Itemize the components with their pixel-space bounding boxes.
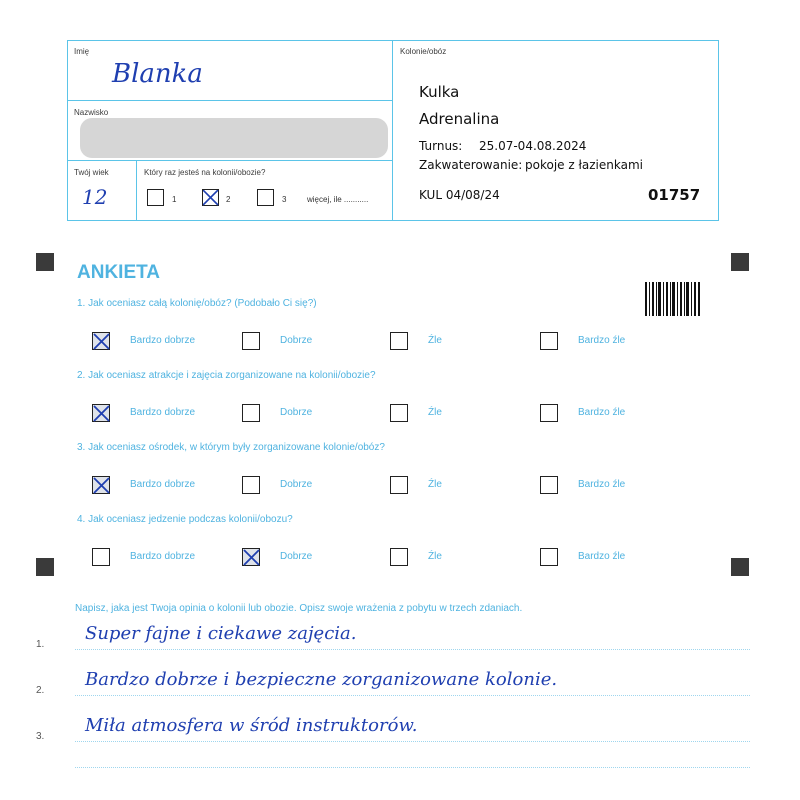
question-3-checkbox-4[interactable] <box>540 476 558 494</box>
question-3-option-1-label: Bardzo dobrze <box>130 479 196 490</box>
question-3-option-3-label: Źle <box>428 479 442 490</box>
check-mark-icon <box>93 477 111 495</box>
check-mark-icon <box>93 405 111 423</box>
times-option-more: więcej, ile ........... <box>307 195 369 204</box>
camp-code: KUL 04/08/24 <box>419 188 500 202</box>
name-value: Blanka <box>112 59 203 89</box>
writing-line <box>75 767 750 768</box>
question-4-option-1-label: Bardzo dobrze <box>130 551 196 562</box>
times-checkbox-1[interactable] <box>147 189 164 206</box>
question-2-checkbox-3[interactable] <box>390 404 408 422</box>
question-4-option-3-label: Źle <box>428 551 442 562</box>
question-4-text: 4. Jak oceniasz jedzenie podczas kolonii/obozu? <box>77 514 293 525</box>
camp-label: Kolonie/obóz <box>400 47 447 56</box>
question-3-checkbox-2[interactable] <box>242 476 260 494</box>
question-2-text: 2. Jak oceniasz atrakcje i zajęcia zorganizowane na kolonii/obozie? <box>77 370 376 381</box>
surname-label: Nazwisko <box>74 108 109 117</box>
question-3-text: 3. Jak oceniasz ośrodek, w którym były zorganizowane kolonie/obóz? <box>77 442 385 453</box>
opinion-line-2-text: Bardzo dobrze i bezpieczne zorganizowane kolonie. <box>85 669 558 690</box>
times-option-3: 3 <box>282 195 287 204</box>
turnus-label: Turnus: <box>419 139 463 153</box>
check-mark-icon <box>243 549 261 567</box>
writing-line <box>75 695 750 696</box>
camp-line1: Kulka <box>419 83 460 101</box>
opinion-prompt: Napisz, jaka jest Twoja opinia o kolonii lub obozie. Opisz swoje wrażenia z pobytu w trzech zdaniach. <box>75 603 523 614</box>
question-1-option-4-label: Bardzo źle <box>578 335 626 346</box>
opinion-line-3-text: Miła atmosfera w śród instruktorów. <box>85 715 418 736</box>
question-1-option-3-label: Źle <box>428 335 442 346</box>
question-3-checkbox-3[interactable] <box>390 476 408 494</box>
question-2-option-2-label: Dobrze <box>280 407 313 418</box>
writing-line <box>75 741 750 742</box>
opinion-line-2-number: 2. <box>36 685 45 696</box>
question-4-checkbox-4[interactable] <box>540 548 558 566</box>
redaction-bar <box>80 118 388 158</box>
opinion-line-1-text: Super fajne i ciekawe zajęcia. <box>85 623 357 644</box>
times-option-1: 1 <box>172 195 177 204</box>
question-1-option-1-label: Bardzo dobrze <box>130 335 196 346</box>
check-mark-icon <box>203 190 220 207</box>
question-2-checkbox-2[interactable] <box>242 404 260 422</box>
camp-line2: Adrenalina <box>419 110 500 128</box>
question-3-checkbox-1[interactable] <box>92 476 110 494</box>
question-4-checkbox-3[interactable] <box>390 548 408 566</box>
writing-line <box>75 649 750 650</box>
question-3-option-2-label: Dobrze <box>280 479 313 490</box>
times-label: Który raz jesteś na kolonii/obozie? <box>144 168 266 177</box>
turnus-value: 25.07-04.08.2024 <box>479 139 587 153</box>
registration-mark-top-right <box>731 253 749 271</box>
camp-number: 01757 <box>648 186 701 204</box>
check-mark-icon <box>93 333 111 351</box>
lodging-label: Zakwaterowanie: <box>419 158 523 172</box>
question-1-checkbox-3[interactable] <box>390 332 408 350</box>
question-1-checkbox-2[interactable] <box>242 332 260 350</box>
surname-box <box>67 100 393 161</box>
survey-title: ANKIETA <box>77 262 161 283</box>
question-2-option-1-label: Bardzo dobrze <box>130 407 196 418</box>
question-2-option-3-label: Źle <box>428 407 442 418</box>
barcode-icon <box>645 282 700 316</box>
times-box <box>136 160 393 221</box>
registration-mark-bottom-right <box>731 558 749 576</box>
question-4-option-2-label: Dobrze <box>280 551 313 562</box>
age-value: 12 <box>82 185 108 209</box>
question-2-checkbox-4[interactable] <box>540 404 558 422</box>
opinion-line-1-number: 1. <box>36 639 45 650</box>
question-1-option-2-label: Dobrze <box>280 335 313 346</box>
question-1-checkbox-1[interactable] <box>92 332 110 350</box>
question-2-checkbox-1[interactable] <box>92 404 110 422</box>
times-checkbox-2[interactable] <box>202 189 219 206</box>
age-label: Twój wiek <box>74 168 109 177</box>
question-4-checkbox-1[interactable] <box>92 548 110 566</box>
name-label: Imię <box>74 47 90 56</box>
times-option-2: 2 <box>226 195 231 204</box>
times-checkbox-3[interactable] <box>257 189 274 206</box>
question-3-option-4-label: Bardzo źle <box>578 479 626 490</box>
question-1-text: 1. Jak oceniasz całą kolonię/obóz? (Podobało Ci się?) <box>77 298 317 309</box>
lodging-value: pokoje z łazienkami <box>525 158 643 172</box>
registration-mark-bottom-left <box>36 558 54 576</box>
question-4-option-4-label: Bardzo źle <box>578 551 626 562</box>
question-1-checkbox-4[interactable] <box>540 332 558 350</box>
opinion-line-3-number: 3. <box>36 731 45 742</box>
name-box <box>67 40 393 101</box>
question-4-checkbox-2[interactable] <box>242 548 260 566</box>
registration-mark-top-left <box>36 253 54 271</box>
question-2-option-4-label: Bardzo źle <box>578 407 626 418</box>
age-box <box>67 160 137 221</box>
camp-box <box>392 40 719 221</box>
